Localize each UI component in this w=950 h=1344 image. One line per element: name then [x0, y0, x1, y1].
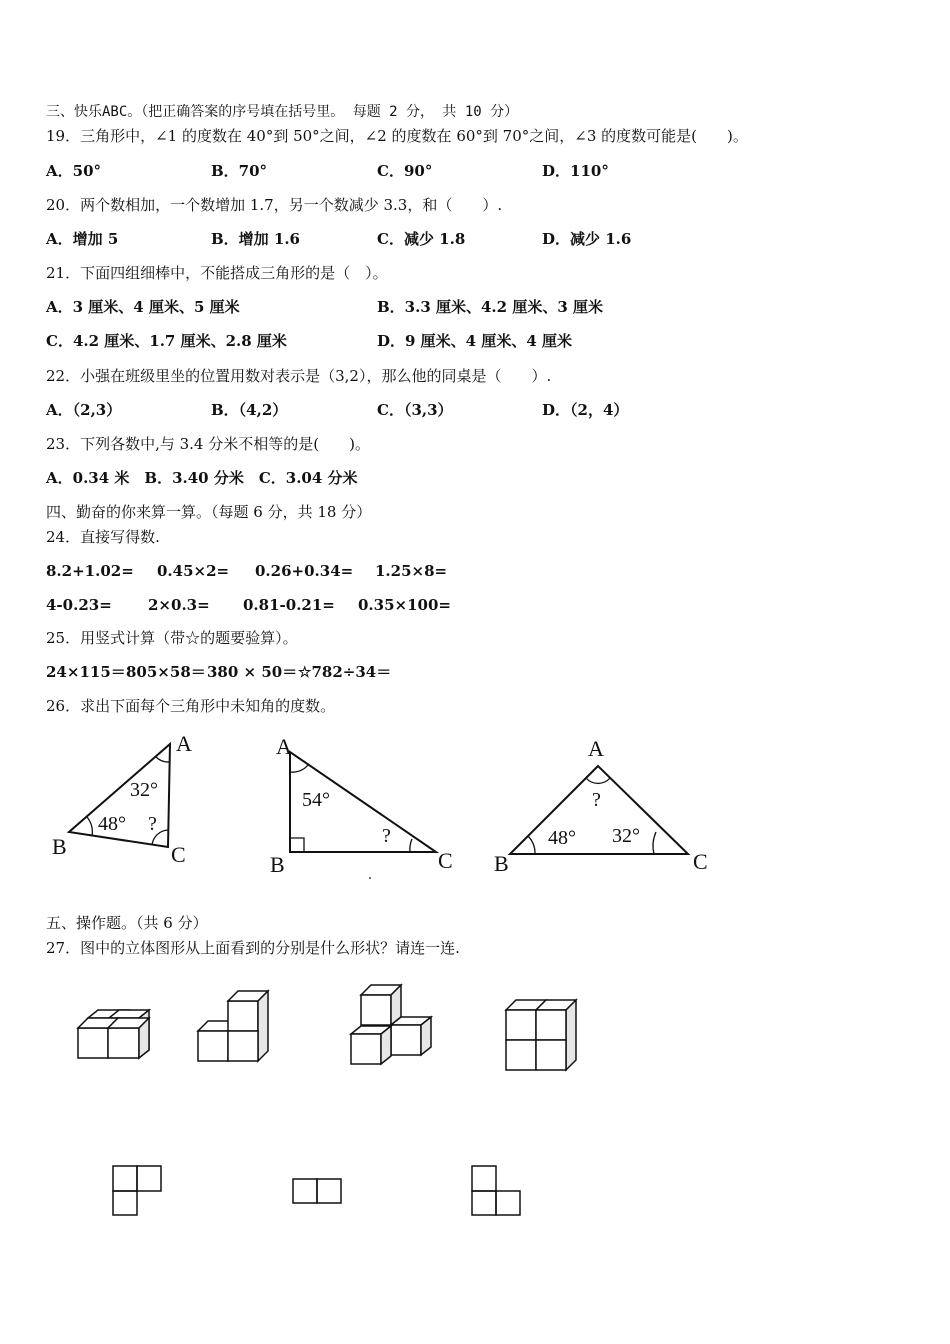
triangle-2-vertex-a: A — [276, 734, 292, 759]
q21-option-d[interactable]: D．9 厘米、4 厘米、4 厘米 — [377, 332, 572, 350]
section4-title: 四、勤奋的你来算一算。（每题 6 分，共 18 分） — [46, 503, 372, 521]
q19-stem: 19．三角形中，∠1 的度数在 40°到 50°之间，∠2 的度数在 60°到 70°之间，∠3 的度数可能是( )。 — [46, 127, 748, 145]
triangle-2-unknown: ? — [382, 825, 391, 847]
q21-option-c[interactable]: C．4.2 厘米、1.7 厘米、2.8 厘米 — [46, 332, 287, 350]
q25-item-2: 805×58＝ — [126, 663, 206, 681]
section3-title: 三、快乐ABC。（把正确答案的序号填在括号里。 每题 2 分， 共 10 分） — [46, 104, 519, 120]
q22-stem: 22．小强在班级里坐的位置用数对表示是（3,2），那么他的同桌是（ ）. — [46, 367, 552, 385]
q22-option-c[interactable]: C．（3,3） — [377, 401, 453, 419]
q20-option-c[interactable]: C．减少 1.8 — [377, 230, 466, 248]
solid-figure-4 — [498, 992, 588, 1077]
q21-option-a[interactable]: A．3 厘米、4 厘米、5 厘米 — [46, 298, 240, 316]
triangle-2-vertex-c: C — [438, 848, 453, 873]
triangle-3-vertex-c: C — [693, 849, 708, 874]
triangle-1-vertex-a: A — [176, 731, 192, 756]
q24-stem: 24．直接写得数. — [46, 528, 160, 546]
q24-item-3: 0.26+0.34= — [255, 562, 354, 580]
q22-option-b[interactable]: B．（4,2） — [211, 401, 288, 419]
q27-stem: 27．图中的立体图形从上面看到的分别是什么形状？请连一连. — [46, 939, 460, 957]
q25-item-3: 380 × 50＝ — [207, 663, 298, 681]
triangle-3-vertex-a: A — [588, 736, 604, 761]
q19-option-c[interactable]: C．90° — [377, 162, 433, 180]
triangle-1-angle-a: 32° — [130, 779, 158, 801]
triangle-3-angle-b: 48° — [548, 827, 576, 849]
q22-option-a[interactable]: A．（2,3） — [46, 401, 122, 419]
q25-stem: 25．用竖式计算（带☆的题要验算）。 — [46, 629, 298, 647]
q23-stem: 23．下列各数中,与 3.4 分米不相等的是( )。 — [46, 435, 370, 453]
q24-item-5: 4-0.23= — [46, 596, 112, 614]
section5-title: 五、操作题。（共 6 分） — [46, 914, 208, 932]
q21-option-b[interactable]: B．3.3 厘米、4.2 厘米、3 厘米 — [377, 298, 603, 316]
triangle-2-angle-a: 54° — [302, 789, 330, 811]
q25-item-1: 24×115＝ — [46, 663, 126, 681]
q20-option-a[interactable]: A．增加 5 — [46, 230, 119, 248]
solid-figure-2 — [190, 985, 280, 1070]
triangle-1-vertex-c: C — [171, 842, 186, 867]
q24-item-2: 0.45×2= — [157, 562, 230, 580]
q25-item-4: ☆782÷34＝ — [298, 663, 392, 681]
q24-item-6: 2×0.3= — [148, 596, 210, 614]
q21-stem: 21．下面四组细棒中，不能搭成三角形的是（ ）。 — [46, 264, 388, 282]
q19-option-a[interactable]: A．50° — [46, 162, 102, 180]
triangle-1-unknown: ? — [148, 813, 157, 835]
triangle-3-unknown: ? — [592, 789, 601, 811]
q20-option-d[interactable]: D．减少 1.6 — [542, 230, 632, 248]
solid-figure-3 — [342, 978, 442, 1073]
q19-option-b[interactable]: B．70° — [211, 162, 268, 180]
triangle-3-angle-c: 32° — [612, 825, 640, 847]
triangle-1-angle-b: 48° — [98, 813, 126, 835]
q22-option-d[interactable]: D．（2，4） — [542, 401, 629, 419]
q24-item-4: 1.25×8= — [375, 562, 448, 580]
triangle-1-vertex-b: B — [52, 834, 67, 859]
triangle-3-vertex-b: B — [494, 851, 509, 876]
q19-option-d[interactable]: D．110° — [542, 162, 609, 180]
triangle-2-figure — [262, 730, 472, 880]
q20-option-b[interactable]: B．增加 1.6 — [211, 230, 300, 248]
triangle-1-figure — [40, 730, 210, 870]
triangle-2-vertex-b: B — [270, 852, 285, 877]
q26-stem: 26．求出下面每个三角形中未知角的度数。 — [46, 697, 336, 715]
triangle-3-figure — [488, 730, 718, 880]
q23-options[interactable]: A．0.34 米 B．3.40 分米 C．3.04 分米 — [46, 469, 358, 487]
q24-item-8: 0.35×100= — [358, 596, 451, 614]
top-view-shape-3 — [469, 1163, 529, 1223]
q20-stem: 20．两个数相加，一个数增加 1.7，另一个数减少 3.3，和（ ）. — [46, 196, 503, 214]
top-view-shape-2 — [290, 1176, 350, 1211]
q24-item-1: 8.2+1.02= — [46, 562, 134, 580]
top-view-shape-1 — [110, 1163, 170, 1223]
solid-figure-1 — [70, 1000, 160, 1070]
q24-item-7: 0.81-0.21= — [243, 596, 335, 614]
